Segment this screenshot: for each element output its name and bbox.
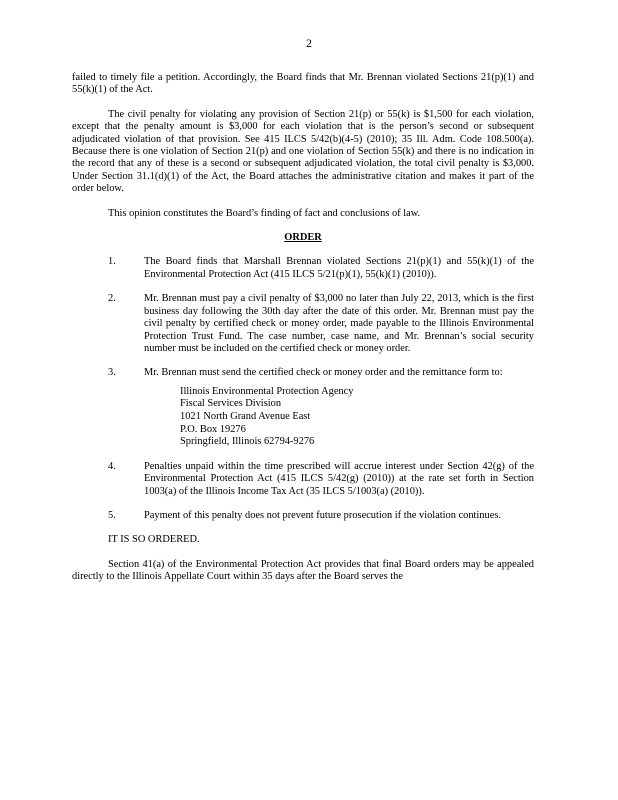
paragraph-appeal: Section 41(a) of the Environmental Protection Act provides that final Board orders may be appealed directly to the Illinois Appellate Court within 35 days after the Board serves the	[72, 558, 534, 583]
item-text: Penalties unpaid within the time prescribed will accrue interest under Section 42(g) of the Environmental Protection Act (415 ILCS 5/42(g) (2010)) at the rate set forth in Section 1003(a) of the Illinois Income Tax Act (35 ILCS 5/1003(a) (2010)).	[144, 460, 534, 497]
paragraph-civil-penalty: The civil penalty for violating any provision of Section 21(p) or 55(k) is $1,500 for each violation, except that the penalty amount is $3,000 for each violation that is the person’s second or subsequent adjudicated violation of that provision. See 415 ILCS 5/42(b)(4-5) (2010); 35 Ill. Adm. Code 108.500(a). Because there is one violation of Section 21(p) and one violation of Section 55(k) and there is no indication in the record that any of these is a second or subsequent adjudicated violation, the total civil penalty is $3,000. Under Section 31.1(d)(1) of the Act, the Board attaches the administrative citation and makes it part of the order below.	[72, 108, 534, 195]
address-line: Springfield, Illinois 62794-9276	[180, 436, 315, 448]
item-body	[144, 367, 534, 448]
document-body	[72, 72, 534, 584]
item-number: 3.	[108, 367, 116, 379]
address-line: Fiscal Services Division	[180, 398, 282, 410]
address-line: 1021 North Grand Avenue East	[180, 410, 311, 422]
paragraph-1: failed to timely file a petition. Accordingly, the Board finds that Mr. Brennan violated Sections 21(p)(1) and 55(k)(1) of the Act.	[72, 72, 534, 96]
item-text: The Board finds that Marshall Brennan violated Sections 21(p)(1) and 55(k)(1) of the Environmental Protection Act (415 ILCS 5/21(p)(1), 55(k)(1) (2010)).	[144, 256, 534, 280]
item-number: 2.	[108, 293, 116, 305]
address-block	[180, 386, 534, 449]
order-item-1	[72, 256, 534, 281]
so-ordered: IT IS SO ORDERED.	[108, 534, 200, 546]
item-number: 1.	[108, 256, 116, 268]
item-text: Mr. Brennan must pay a civil penalty of $3,000 no later than July 22, 2013, which is the first business day following the 30th day after the date of this order. Mr. Brennan must pay the civil penalty by certified check or money order, made payable to the Illinois Environmental Protection Trust Fund. The case number, case name, and Mr. Brennan’s social security number must be included on the certified check or money order.	[144, 293, 534, 354]
item-text: Payment of this penalty does not prevent future prosecution if the violation continues.	[144, 509, 501, 521]
order-item-5	[72, 510, 534, 522]
order-heading: ORDER	[284, 232, 322, 244]
paragraph-opinion: This opinion constitutes the Board’s finding of fact and conclusions of law.	[108, 207, 421, 219]
item-number: 4.	[108, 460, 116, 472]
page-number: 2	[306, 36, 312, 50]
item-text: Mr. Brennan must send the certified check or money order and the remittance form to:	[144, 367, 503, 379]
order-item-3	[72, 367, 534, 448]
address-line: P.O. Box 19276	[180, 423, 246, 435]
order-item-4	[72, 461, 534, 498]
order-item-2	[72, 293, 534, 355]
address-line: Illinois Environmental Protection Agency	[180, 385, 354, 397]
item-number: 5.	[108, 509, 116, 521]
